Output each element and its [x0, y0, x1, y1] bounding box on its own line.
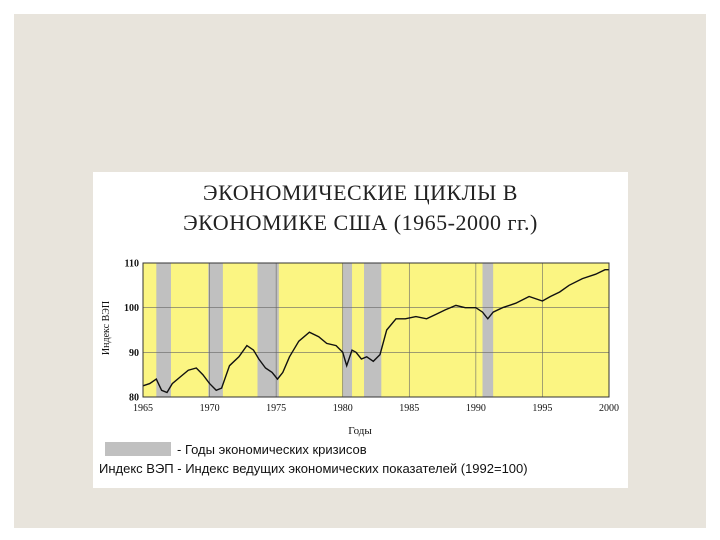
- index-footnote: Индекс ВЭП - Индекс ведущих экономических показателей (1992=100): [99, 461, 528, 476]
- y-tick-label: 100: [124, 303, 139, 315]
- crisis-band: [343, 263, 352, 397]
- line-chart: [93, 172, 628, 488]
- crisis-band: [483, 263, 494, 397]
- y-tick-label: 80: [129, 392, 139, 404]
- crisis-legend-label: - Годы экономических кризисов: [177, 442, 367, 457]
- chart-title-line1: ЭКОНОМИЧЕСКИЕ ЦИКЛЫ В: [203, 180, 518, 205]
- x-tick-label: 1975: [266, 403, 287, 414]
- y-tick-label: 110: [124, 258, 139, 270]
- y-axis-label: Индекс ВЭП: [101, 300, 112, 356]
- y-tick-label: 90: [129, 347, 139, 359]
- chart-card: [93, 172, 628, 488]
- y-tick-labels: [124, 259, 139, 404]
- crisis-band: [364, 263, 381, 397]
- chart-title-line2: ЭКОНОМИКЕ США (1965-2000 гг.): [183, 210, 538, 235]
- x-tick-label: 1995: [532, 403, 553, 414]
- x-tick-label: 1970: [199, 403, 220, 414]
- crisis-band: [156, 263, 171, 397]
- crisis-legend-swatch: [105, 442, 171, 456]
- x-tick-label: 2000: [599, 403, 619, 414]
- x-tick-label: 1980: [332, 403, 353, 414]
- x-tick-label: 1985: [399, 403, 420, 414]
- x-axis-label: Годы: [348, 425, 372, 437]
- x-tick-labels: [133, 403, 619, 414]
- x-tick-label: 1965: [133, 403, 153, 414]
- crisis-band: [208, 263, 223, 397]
- x-tick-label: 1990: [465, 403, 486, 414]
